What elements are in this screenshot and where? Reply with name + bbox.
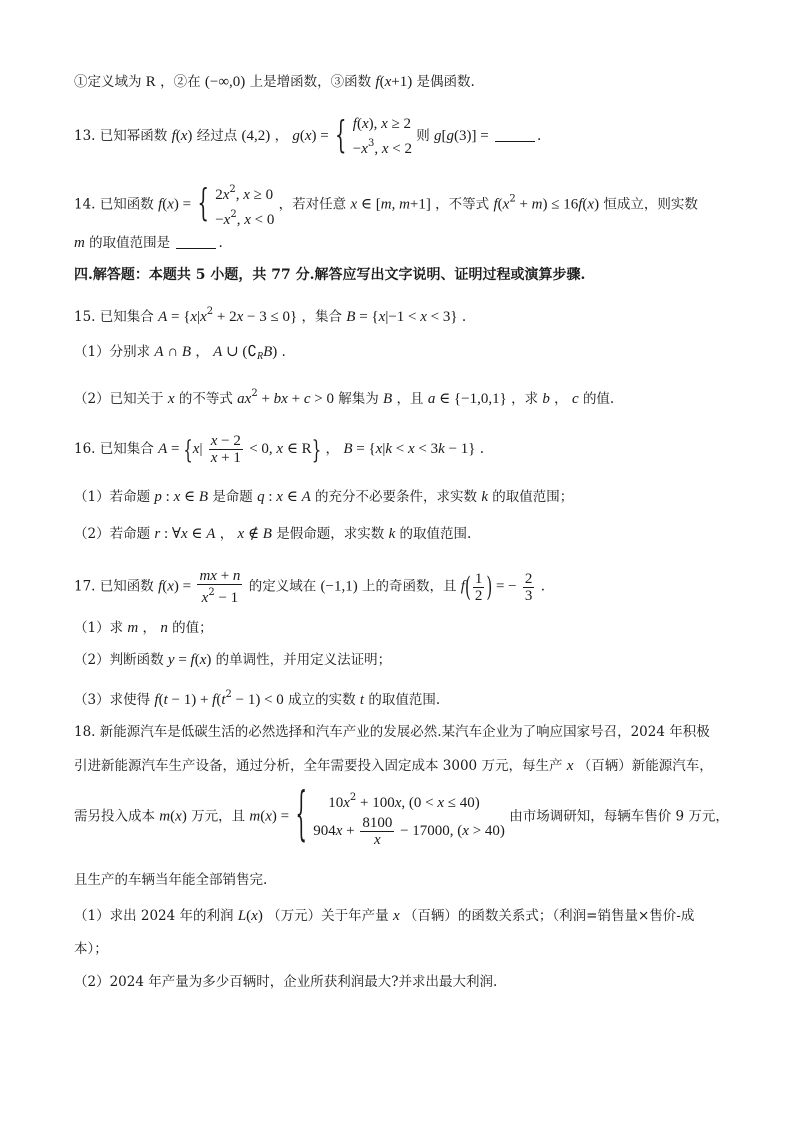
intro-text-4: 是偶函数. xyxy=(416,74,475,90)
question-13: 13. 已知幂函数 f(x) 经过点 (4,2) ， g(x) = { f(x), x ≥ 2 $-x^3$, x < 2 则 g[g(3)] = . xyxy=(74,113,542,158)
q18-text: 需另投入成本 xyxy=(74,808,155,825)
question-16-part2: （2）若命题 r : ∀x ∈ A ， x ∉ B 是假命题，求实数 k 的取值范围. xyxy=(74,526,472,542)
q17-text: 的取值范围. xyxy=(368,692,441,708)
q18-text: （1）求出 2024 年的利润 xyxy=(74,908,234,924)
question-number: 13. xyxy=(74,128,96,144)
q15-text: 的不等式 xyxy=(178,391,233,407)
question-16-part1: （1）若命题 p : x ∈ B 是命题 q : x ∈ A 的充分不必要条件，求实数 k 的取值范围； xyxy=(74,489,574,505)
q15-text: ，集合 xyxy=(301,309,342,325)
q16-text: 是假命题，求实数 xyxy=(276,526,385,542)
q18-text: （百辆）的函数关系式；（利润=销售量×售价-成 xyxy=(403,908,695,924)
question-15-part1: （1）分别求 A ∩ B ， A ∪ $(∁_RB)$ . xyxy=(74,344,286,362)
q18-text: 本）； xyxy=(74,941,108,957)
intro-text-1: ①定义域为 xyxy=(74,74,142,90)
q18-text: （万元）关于年产量 xyxy=(267,908,389,924)
q14-text: ，若对任意 xyxy=(278,196,347,213)
piecewise-f: $2x^2$, x ≥ 0 $-x^2$, x < 0 xyxy=(215,184,275,228)
q15-text: （1）分别求 xyxy=(74,344,151,360)
q13-text: 则 xyxy=(416,128,430,144)
q17-text: （2）判断函数 xyxy=(74,652,164,668)
q14-text: . xyxy=(218,235,223,251)
q17-text: 的值； xyxy=(172,620,213,636)
question-number: 14. xyxy=(74,196,96,213)
q16-text: （1）若命题 xyxy=(74,489,151,505)
q18-text: 且生产的车辆当年能全部销售完. xyxy=(74,872,268,888)
q15-text: （2）已知关于 xyxy=(74,391,164,407)
q16-text: ， xyxy=(219,526,234,542)
q15-text: ，求 xyxy=(511,391,539,407)
q13-text: 已知幂函数 xyxy=(99,128,168,144)
q13-text: 经过点 xyxy=(196,128,238,144)
question-number: 15. xyxy=(74,309,96,325)
q17-text: （1）求 xyxy=(74,620,124,636)
question-number: 18. xyxy=(74,724,96,740)
question-17-part3: （3）求使得 $f(t - 1) + f(t^2 - 1) < 0$ 成立的实数 t 的取值范围. xyxy=(74,689,441,708)
q15-text: 解集为 xyxy=(338,391,379,407)
q18-text: 引进新能源汽车生产设备，通过分析，全年需要投入固定成本 3000 万元，每生产 xyxy=(74,758,563,774)
question-17: 17. 已知函数 f(x) = $\frac{mx + n}{x^2 - 1}$ 的定义域在 (−1,1) 上的奇函数，且 f( $\frac{1}{2}$ ) = − $\frac{2}{3}$ . xyxy=(74,568,545,606)
q15-text: ，且 xyxy=(396,391,424,407)
q17-text: 上的奇函数，且 xyxy=(362,578,457,595)
q14-text: ，不等式 xyxy=(435,196,490,213)
fraction: $\frac{mx + n}{x^2 - 1}$ xyxy=(199,568,241,606)
q18-text: 新能源汽车是低碳生活的必然选择和汽车产业的发展必然.某汽车企业为了响应国家号召，2024 年积极 xyxy=(99,724,710,740)
piecewise-g: f(x), x ≥ 2 $-x^3$, x < 2 xyxy=(352,116,412,157)
q15-text: ， xyxy=(195,344,209,360)
fraction: $\frac{x - 2}{x + 1}$ xyxy=(210,433,241,466)
q15-text: 已知集合 xyxy=(99,309,154,325)
question-17-part1: （1）求 m ， n 的值； xyxy=(74,620,213,636)
q17-text: 成立的实数 xyxy=(288,692,356,708)
q18-text: （百辆）新能源汽车， xyxy=(577,758,713,774)
q16-text: ， xyxy=(325,441,340,457)
answer-blank[interactable] xyxy=(495,127,535,142)
question-18 xyxy=(74,722,710,742)
q17-text: 已知函数 xyxy=(99,578,154,595)
q17-text: （3）求使得 xyxy=(74,692,151,708)
q17-text: . xyxy=(540,578,545,595)
q18-text: （2）2024 年产量为多少百辆时，企业所获利润最大?并求出最大利润. xyxy=(74,974,498,990)
question-number: 17. xyxy=(74,578,96,595)
q14-text: 的取值范围是 xyxy=(89,235,171,251)
question-14-cont: m 的取值范围是 . xyxy=(74,235,223,251)
q15-text: . xyxy=(281,344,286,360)
question-15: 15. 已知集合 $A = \{x|x^2 + 2x - 3 \le 0\}$ ，集合 B = {x|−1 < x < 3} . xyxy=(74,306,467,325)
q18-text: 由市场调研知，每辆车售价 9 万元， xyxy=(509,808,729,825)
question-17-part2: （2）判断函数 y = f(x) 的单调性，并用定义法证明； xyxy=(74,652,392,668)
question-14: 14. 已知函数 f(x) = { $2x^2$, x ≥ 0 $-x^2$, x < 0 ，若对任意 x ∈ [m, m+1] ，不等式 $f(x^2 + m) \le 16f(x)$ 恒成立，则实数 xyxy=(74,181,698,228)
question-15-part2: （2）已知关于 x 的不等式 $ax^2$ + bx + c > 0 解集为 B ，且 a ∈ {−1,0,1} ，求 b ， c 的值. xyxy=(74,388,615,407)
q13-text: . xyxy=(537,128,542,144)
question-18-line4 xyxy=(74,870,267,890)
piecewise-m: $10x^2 + 100x$, (0 < x ≤ 40) 904x + $\frac{8100}{x}$ − 17000, (x > 40) xyxy=(313,792,505,848)
fraction: $\frac{2}{3}$ xyxy=(524,570,533,604)
q15-text: ， xyxy=(554,391,568,407)
question-18-part1-cont xyxy=(74,939,108,959)
question-18-line2: 引进新能源汽车生产设备，通过分析，全年需要投入固定成本 3000 万元，每生产 x （百辆）新能源汽车， xyxy=(74,758,713,774)
question-18-line3: 需另投入成本 m(x) 万元，且 m(x) = { $10x^2 + 100x$, (0 < x ≤ 40) 904x + $\frac{8100}{x}$ − 17000, (x > 40) 由市场调研知，每辆车售价 9 万元， xyxy=(74,781,729,849)
question-18-part2 xyxy=(74,972,497,992)
question-number: 16. xyxy=(74,441,96,457)
q17-text: 的定义域在 xyxy=(248,578,317,595)
q18-text: 万元，且 xyxy=(191,808,246,825)
intro-line: ①定义域为 R ，②在 (−∞,0) 上是增函数，③函数 f(x+1) 是偶函数. xyxy=(74,74,475,90)
question-18-part1: （1）求出 2024 年的利润 L(x) （万元）关于年产量 x （百辆）的函数关系式；（利润=销售量×售价-成 xyxy=(74,908,695,924)
q16-text: . xyxy=(479,441,485,457)
q16-text: （2）若命题 xyxy=(74,526,151,542)
q16-text: 的取值范围； xyxy=(492,489,574,505)
q16-text: 的取值范围. xyxy=(399,526,472,542)
q13-text: ， xyxy=(274,128,289,144)
intro-text-3: 上是增函数，③函数 xyxy=(249,74,372,90)
q14-text: 恒成立，则实数 xyxy=(603,196,698,213)
q15-text: 的值. xyxy=(582,391,615,407)
q16-text: 的充分不必要条件，求实数 xyxy=(315,489,478,505)
question-16: 16. 已知集合 A = {x| $\frac{x - 2}{x + 1}$ < 0, x ∈ R} ， B = {x|k < x < 3k − 1} . xyxy=(74,433,485,466)
q14-text: 已知函数 xyxy=(99,196,154,213)
fraction: $\frac{1}{2}$ xyxy=(474,570,483,604)
q16-text: 已知集合 xyxy=(99,441,154,457)
fraction: $\frac{8100}{x}$ xyxy=(362,815,393,848)
answer-blank[interactable] xyxy=(176,234,216,249)
intro-text-2: ，②在 xyxy=(160,74,201,90)
q16-text: 是命题 xyxy=(212,489,253,505)
section-heading: 四.解答题：本题共 5 小题，共 77 分.解答应写出文字说明、证明过程或演算步骤. xyxy=(74,267,586,283)
q15-text: . xyxy=(461,309,467,325)
q17-text: 的单调性，并用定义法证明； xyxy=(215,652,392,668)
q17-text: ， xyxy=(142,620,157,636)
